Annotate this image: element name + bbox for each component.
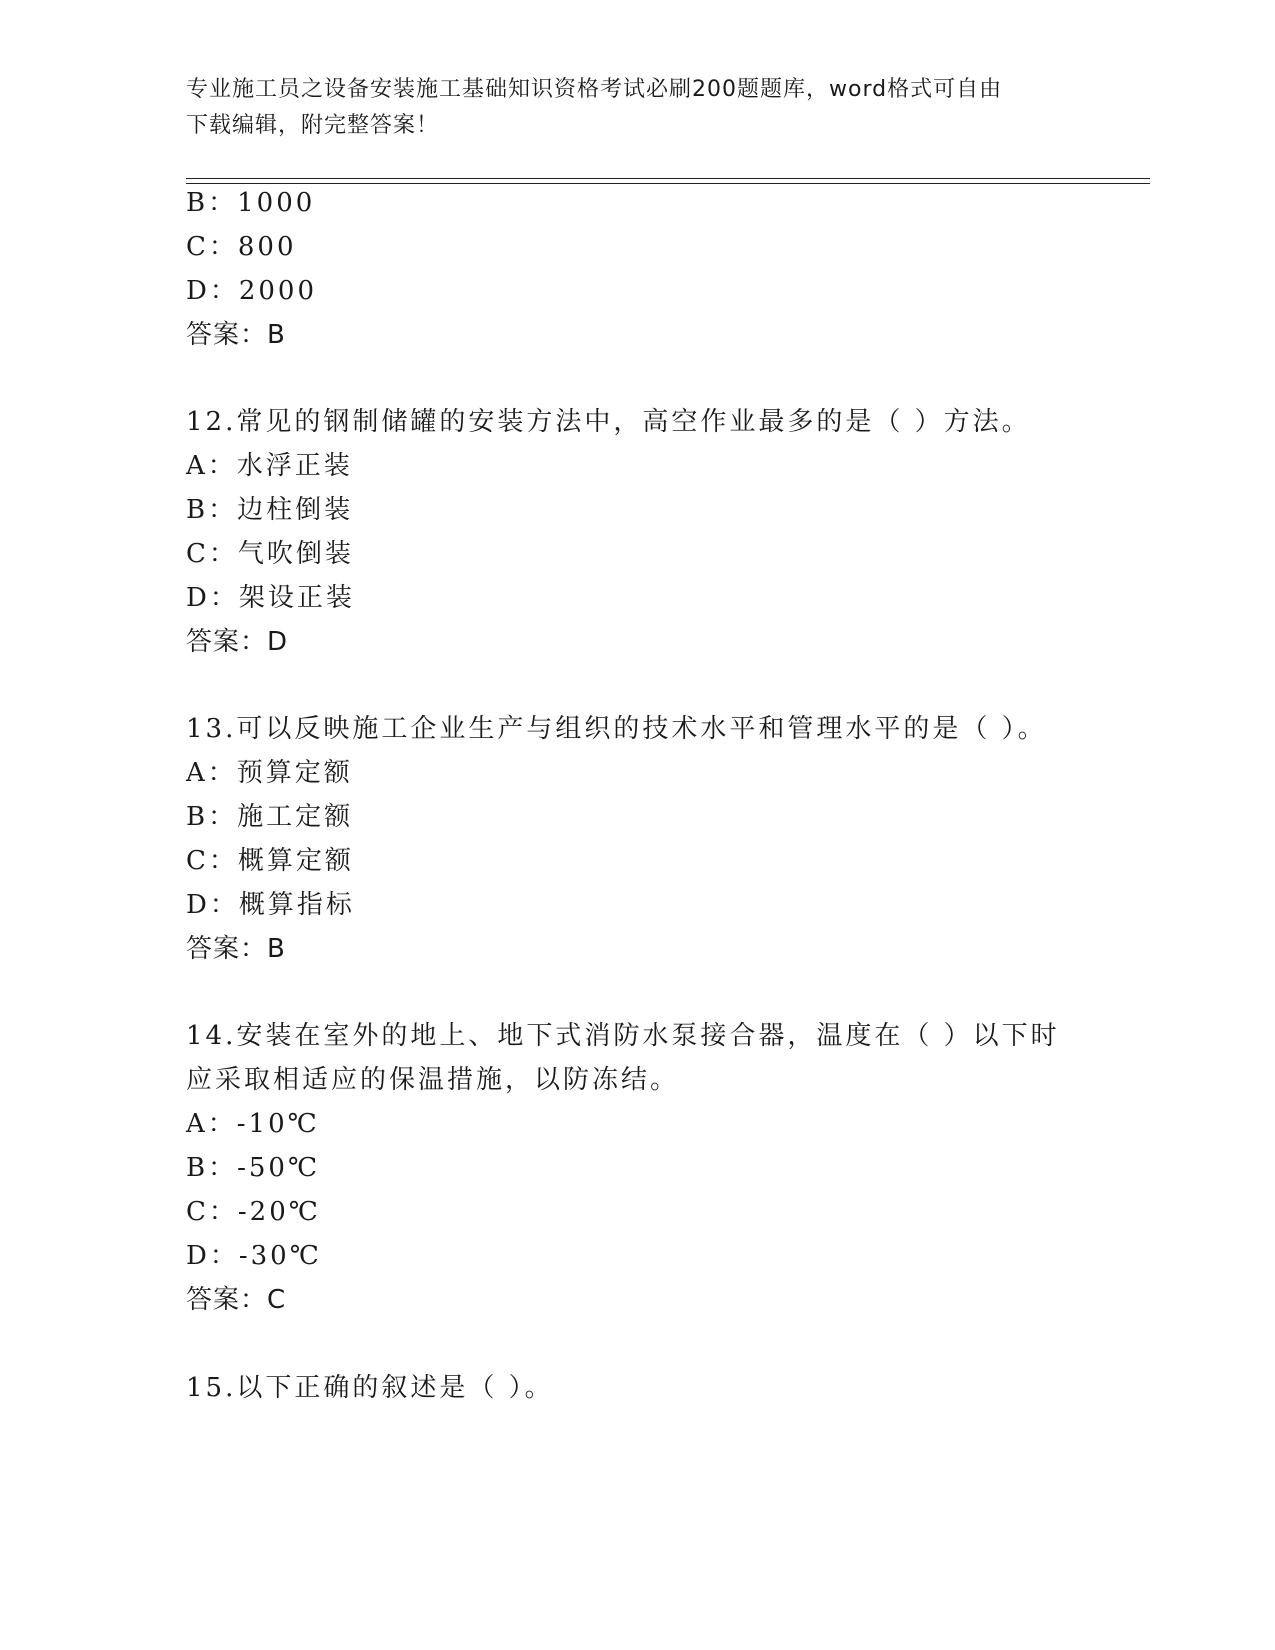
question-text: 13.可以反映施工企业生产与组织的技术水平和管理水平的是（ ）。 <box>186 714 1047 744</box>
header-divider-top <box>186 178 1150 179</box>
option-c: C：概算定额 <box>186 846 354 876</box>
option-b: B：1000 <box>186 188 316 218</box>
option-c: C：气吹倒装 <box>186 539 354 569</box>
option-b: B：施工定额 <box>186 802 354 832</box>
answer-label: 答案：B <box>186 320 286 350</box>
header-divider-bottom <box>186 183 1150 184</box>
answer-label: 答案：D <box>186 627 289 657</box>
answer-label: 答案：C <box>186 1285 287 1315</box>
question-text: 15.以下正确的叙述是（ ）。 <box>186 1373 554 1403</box>
option-d: D：2000 <box>186 276 318 306</box>
option-a: A：水浮正装 <box>186 451 353 481</box>
option-d: D：-30℃ <box>186 1241 322 1271</box>
option-d: D：概算指标 <box>186 890 355 920</box>
question-text-line-1: 14.安装在室外的地上、地下式消防水泵接合器，温度在（ ）以下时 <box>186 1021 1060 1051</box>
document-title <box>186 72 1076 144</box>
option-a: A：预算定额 <box>186 758 353 788</box>
answer-label: 答案：B <box>186 934 286 964</box>
option-d: D：架设正装 <box>186 583 355 613</box>
document-title-line-1: 专业施工员之设备安装施工基础知识资格考试必刷200题题库，word格式可自由 <box>186 77 1003 102</box>
option-c: C：800 <box>186 232 297 262</box>
option-c: C：-20℃ <box>186 1197 321 1227</box>
option-a: A：-10℃ <box>186 1109 320 1139</box>
option-b: B：-50℃ <box>186 1153 321 1183</box>
question-text: 12.常见的钢制储罐的安装方法中，高空作业最多的是（ ）方法。 <box>186 407 1031 437</box>
document-title-line-2: 下载编辑，附完整答案！ <box>186 113 440 138</box>
option-b: B：边柱倒装 <box>186 495 354 525</box>
question-text-line-2: 应采取相适应的保温措施，以防冻结。 <box>186 1065 680 1095</box>
